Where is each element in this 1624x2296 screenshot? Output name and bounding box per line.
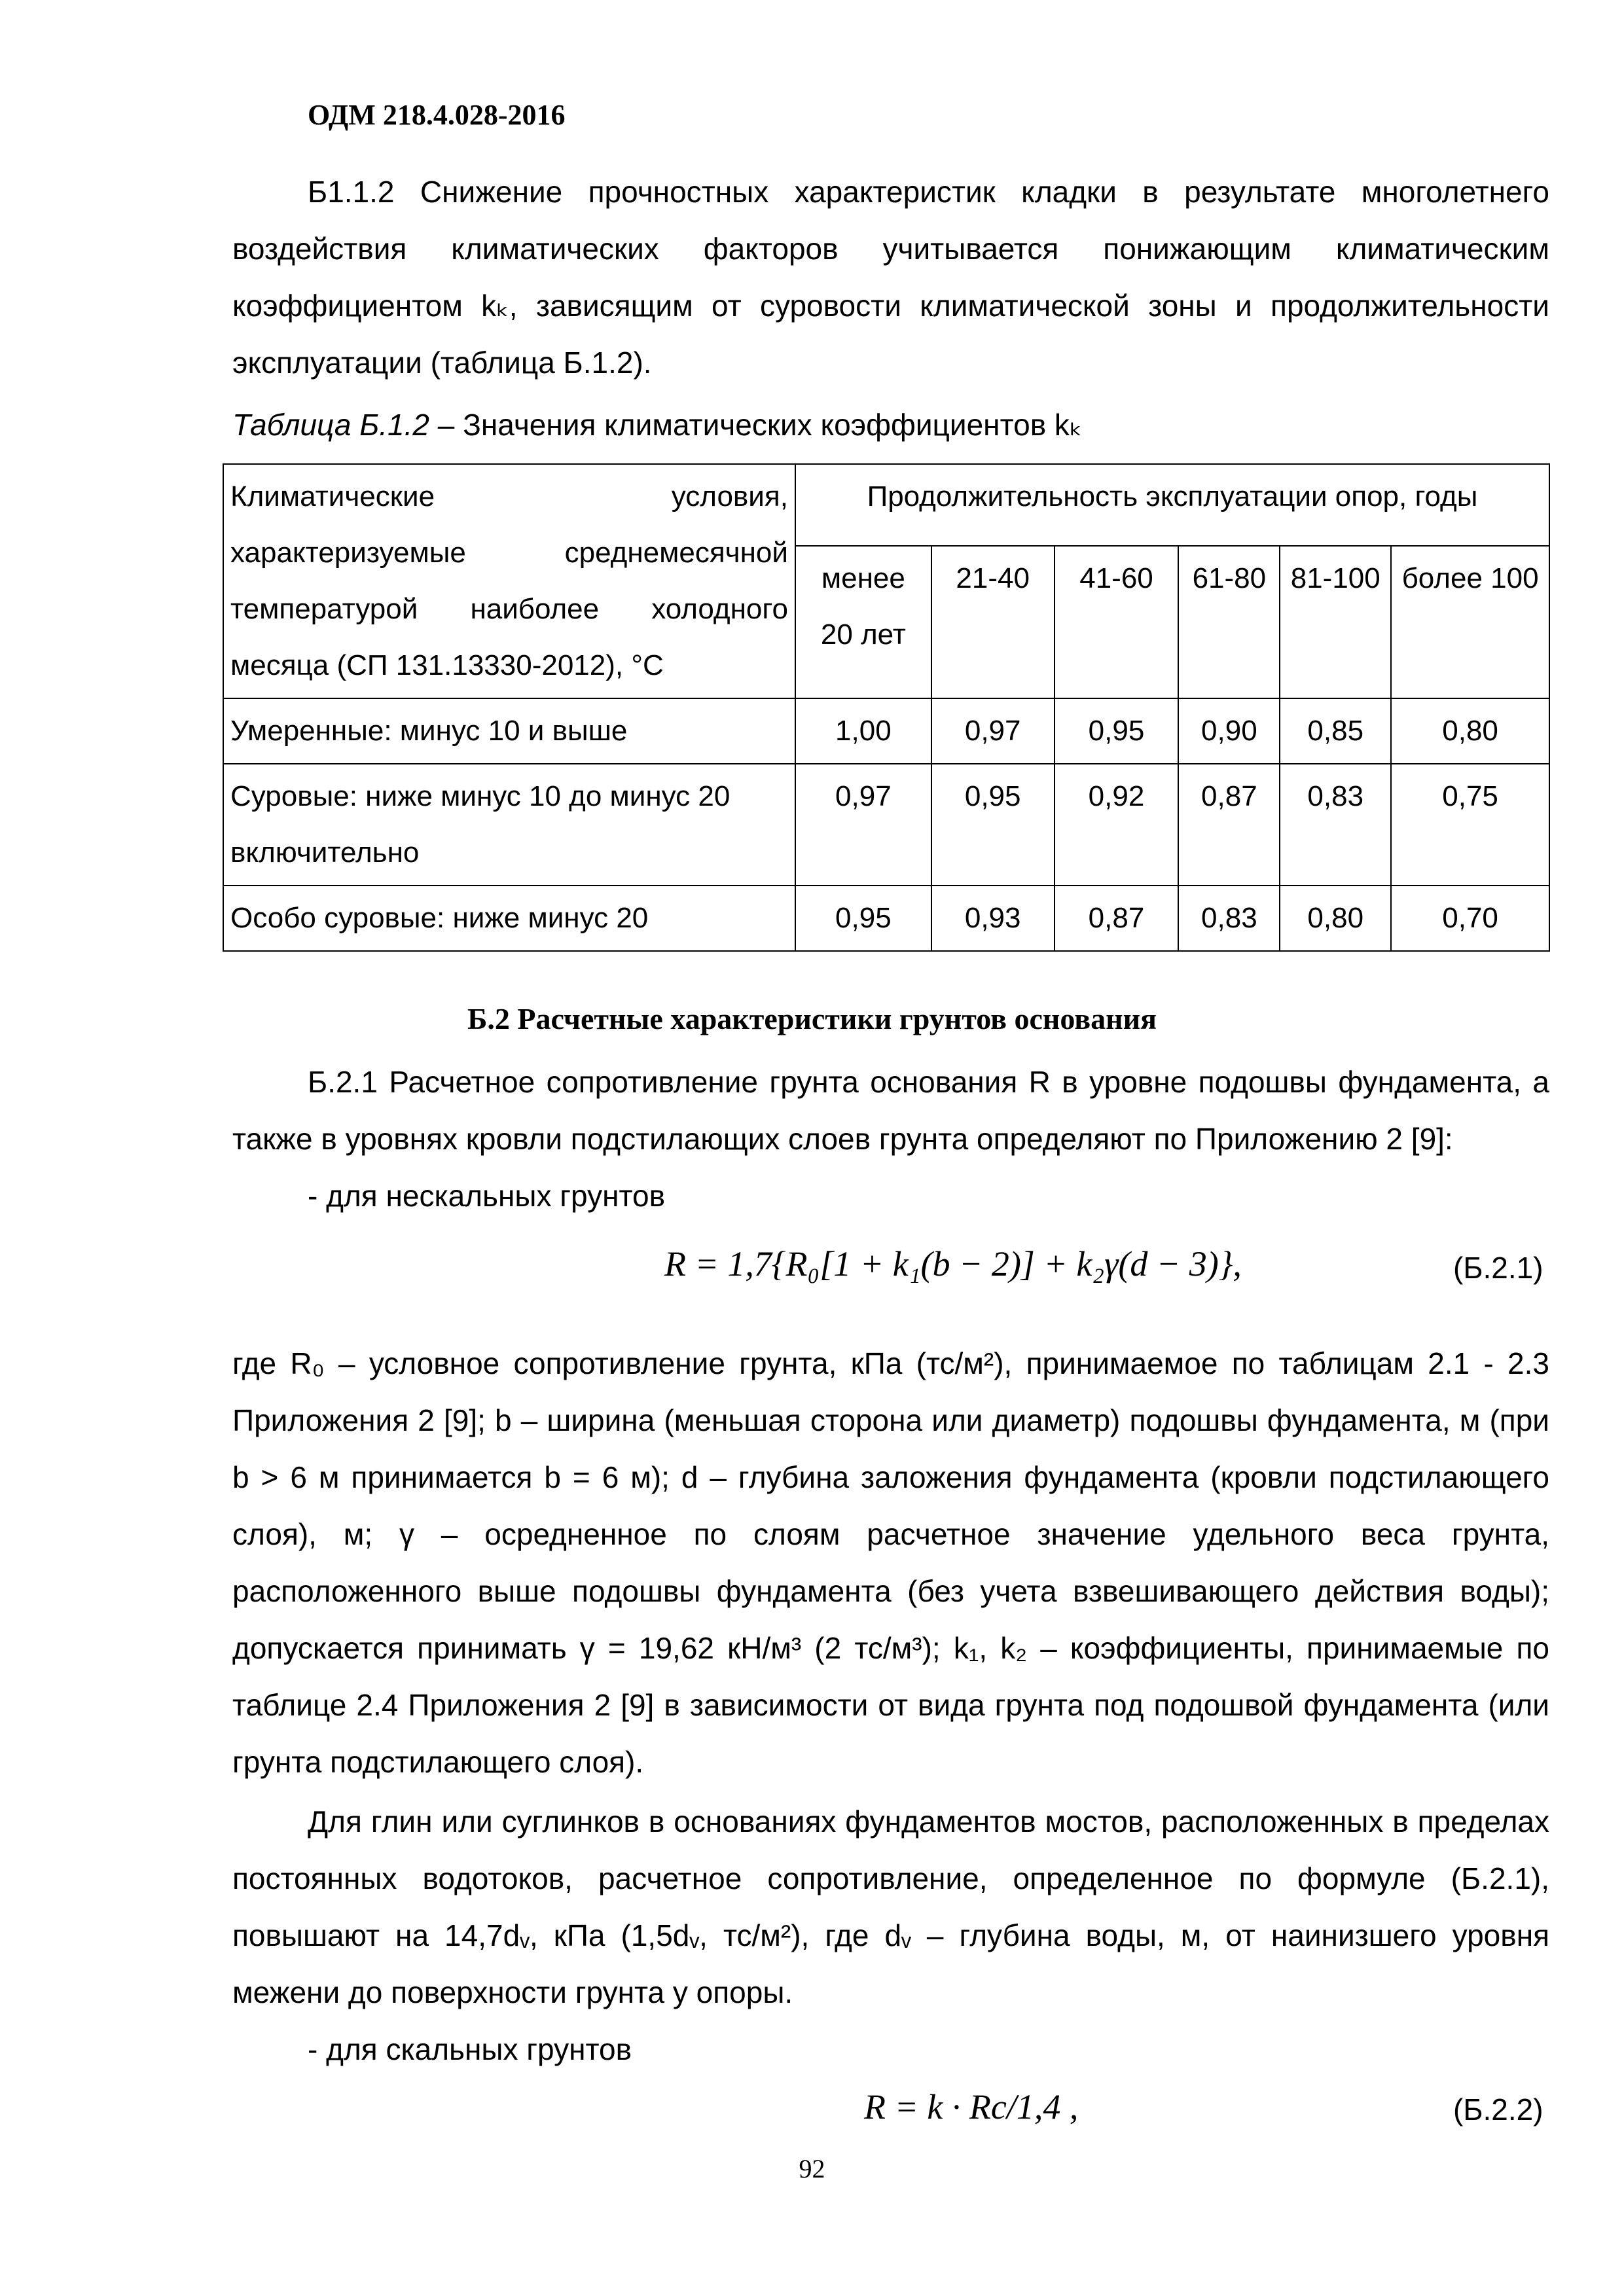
column-header: 81-100 bbox=[1280, 546, 1391, 698]
column-header: менее 20 лет bbox=[795, 546, 931, 698]
table-row bbox=[223, 886, 1549, 951]
table-cell: 0,85 bbox=[1280, 698, 1391, 764]
list-item-rock: - для скальных грунтов bbox=[308, 2032, 632, 2066]
table-caption-text: – Значения климатических коэффициентов kₖ bbox=[429, 408, 1083, 442]
table-caption-label: Таблица Б.1.2 bbox=[232, 408, 429, 442]
paragraph-where: где R₀ – условное сопротивление грунта, кПа (тс/м²), принимаемое по таблицам 2.1 - 2.3 Приложения 2 [9]; b – ширина (меньшая сторона или диаметр) подошвы фундамента, м (при b > 6 м принимается b = 6 м); d – глубина заложения фундамента (кровли подстилающего слоя), м; γ – осредненное по слоям расчетное значение удельного веса грунта, расположенного выше подошвы фундамента (без учета взвешивающего действия воды); допускается принимать γ = 19,62 кН/м³ (2 тс/м³); k₁, k₂ – коэффициенты, принимаемые по таблице 2.4 Приложения 2 [9] в зависимости от вида грунта под подошвой фундамента (или грунта подстилающего слоя). bbox=[232, 1346, 1549, 1779]
table-cell: 0,83 bbox=[1280, 764, 1391, 886]
document-code-header: ОДМ 218.4.028-2016 bbox=[308, 99, 566, 131]
column-header: 21-40 bbox=[931, 546, 1055, 698]
table-cell: 0,90 bbox=[1178, 698, 1280, 764]
formula-b21: R = 1,7{R₀[1 + k₁(b − 2)] + k₂γ(d − 3)}, bbox=[664, 1244, 1242, 1283]
table-cell: 0,83 bbox=[1178, 886, 1280, 951]
paragraph-b112: Б1.1.2 Снижение прочностных характеристик кладки в результате многолетнего воздействия климатических факторов учитывается понижающим климатическим коэффициентом kₖ, зависящим от суровости климатической зоны и продолжительности эксплуатации (таблица Б.1.2). bbox=[232, 175, 1549, 380]
paragraph-clay: Для глин или суглинков в основаниях фундаментов мостов, расположенных в пределах постоянных водотоков, расчетное сопротивление, определенное по формуле (Б.2.1), повышают на 14,7dᵥ, кПа (1,5dᵥ, тс/м²), где dᵥ – глубина воды, м, от наинизшего уровня межени до поверхности грунта у опоры. bbox=[232, 1804, 1549, 2009]
table-row bbox=[223, 698, 1549, 764]
table-cell: 0,75 bbox=[1391, 764, 1549, 886]
table-cell: 0,95 bbox=[1055, 698, 1179, 764]
table-cell: 0,93 bbox=[931, 886, 1055, 951]
table-caption bbox=[232, 407, 1083, 442]
table-cell: 0,95 bbox=[795, 886, 931, 951]
climate-coefficient-table bbox=[223, 463, 1550, 952]
table-cell: 0,97 bbox=[931, 698, 1055, 764]
table-cell: 0,95 bbox=[931, 764, 1055, 886]
page-number: 92 bbox=[799, 2154, 825, 2183]
column-header: 61-80 bbox=[1178, 546, 1280, 698]
equation-number-b21: (Б.2.1) bbox=[1453, 1251, 1543, 1285]
section-title: Б.2 Расчетные характеристики грунтов основания bbox=[467, 1002, 1157, 1035]
equation-number-b22: (Б.2.2) bbox=[1453, 2092, 1543, 2126]
duration-header-cell: Продолжительность эксплуатации опор, годы bbox=[795, 464, 1549, 546]
table-cell: 0,92 bbox=[1055, 764, 1179, 886]
table-cell: 0,87 bbox=[1055, 886, 1179, 951]
column-header: 41-60 bbox=[1055, 546, 1179, 698]
table-cell: 1,00 bbox=[795, 698, 931, 764]
table-cell: 0,70 bbox=[1391, 886, 1549, 951]
paragraph-b21: Б.2.1 Расчетное сопротивление грунта основания R в уровне подошвы фундамента, а также в уровнях кровли подстилающих слоев грунта определяют по Приложению 2 [9]: bbox=[232, 1065, 1549, 1156]
formula-b22: R = k · Rc/1,4 , bbox=[864, 2087, 1079, 2126]
list-item-nonrock: - для нескальных грунтов bbox=[308, 1179, 666, 1213]
table-header-row-1 bbox=[223, 464, 1549, 546]
table-cell: 0,80 bbox=[1391, 698, 1549, 764]
row-label: Суровые: ниже минус 10 до минус 20 включительно bbox=[223, 764, 795, 886]
conditions-header-cell: Климатические условия, характеризуемые среднемесячной температурой наиболее холодного месяца (СП 131.13330-2012), °С bbox=[223, 464, 795, 698]
column-header: более 100 bbox=[1391, 546, 1549, 698]
table-cell: 0,87 bbox=[1178, 764, 1280, 886]
row-label: Особо суровые: ниже минус 20 bbox=[223, 886, 795, 951]
table-cell: 0,80 bbox=[1280, 886, 1391, 951]
table-row bbox=[223, 764, 1549, 886]
table-cell: 0,97 bbox=[795, 764, 931, 886]
row-label: Умеренные: минус 10 и выше bbox=[223, 698, 795, 764]
